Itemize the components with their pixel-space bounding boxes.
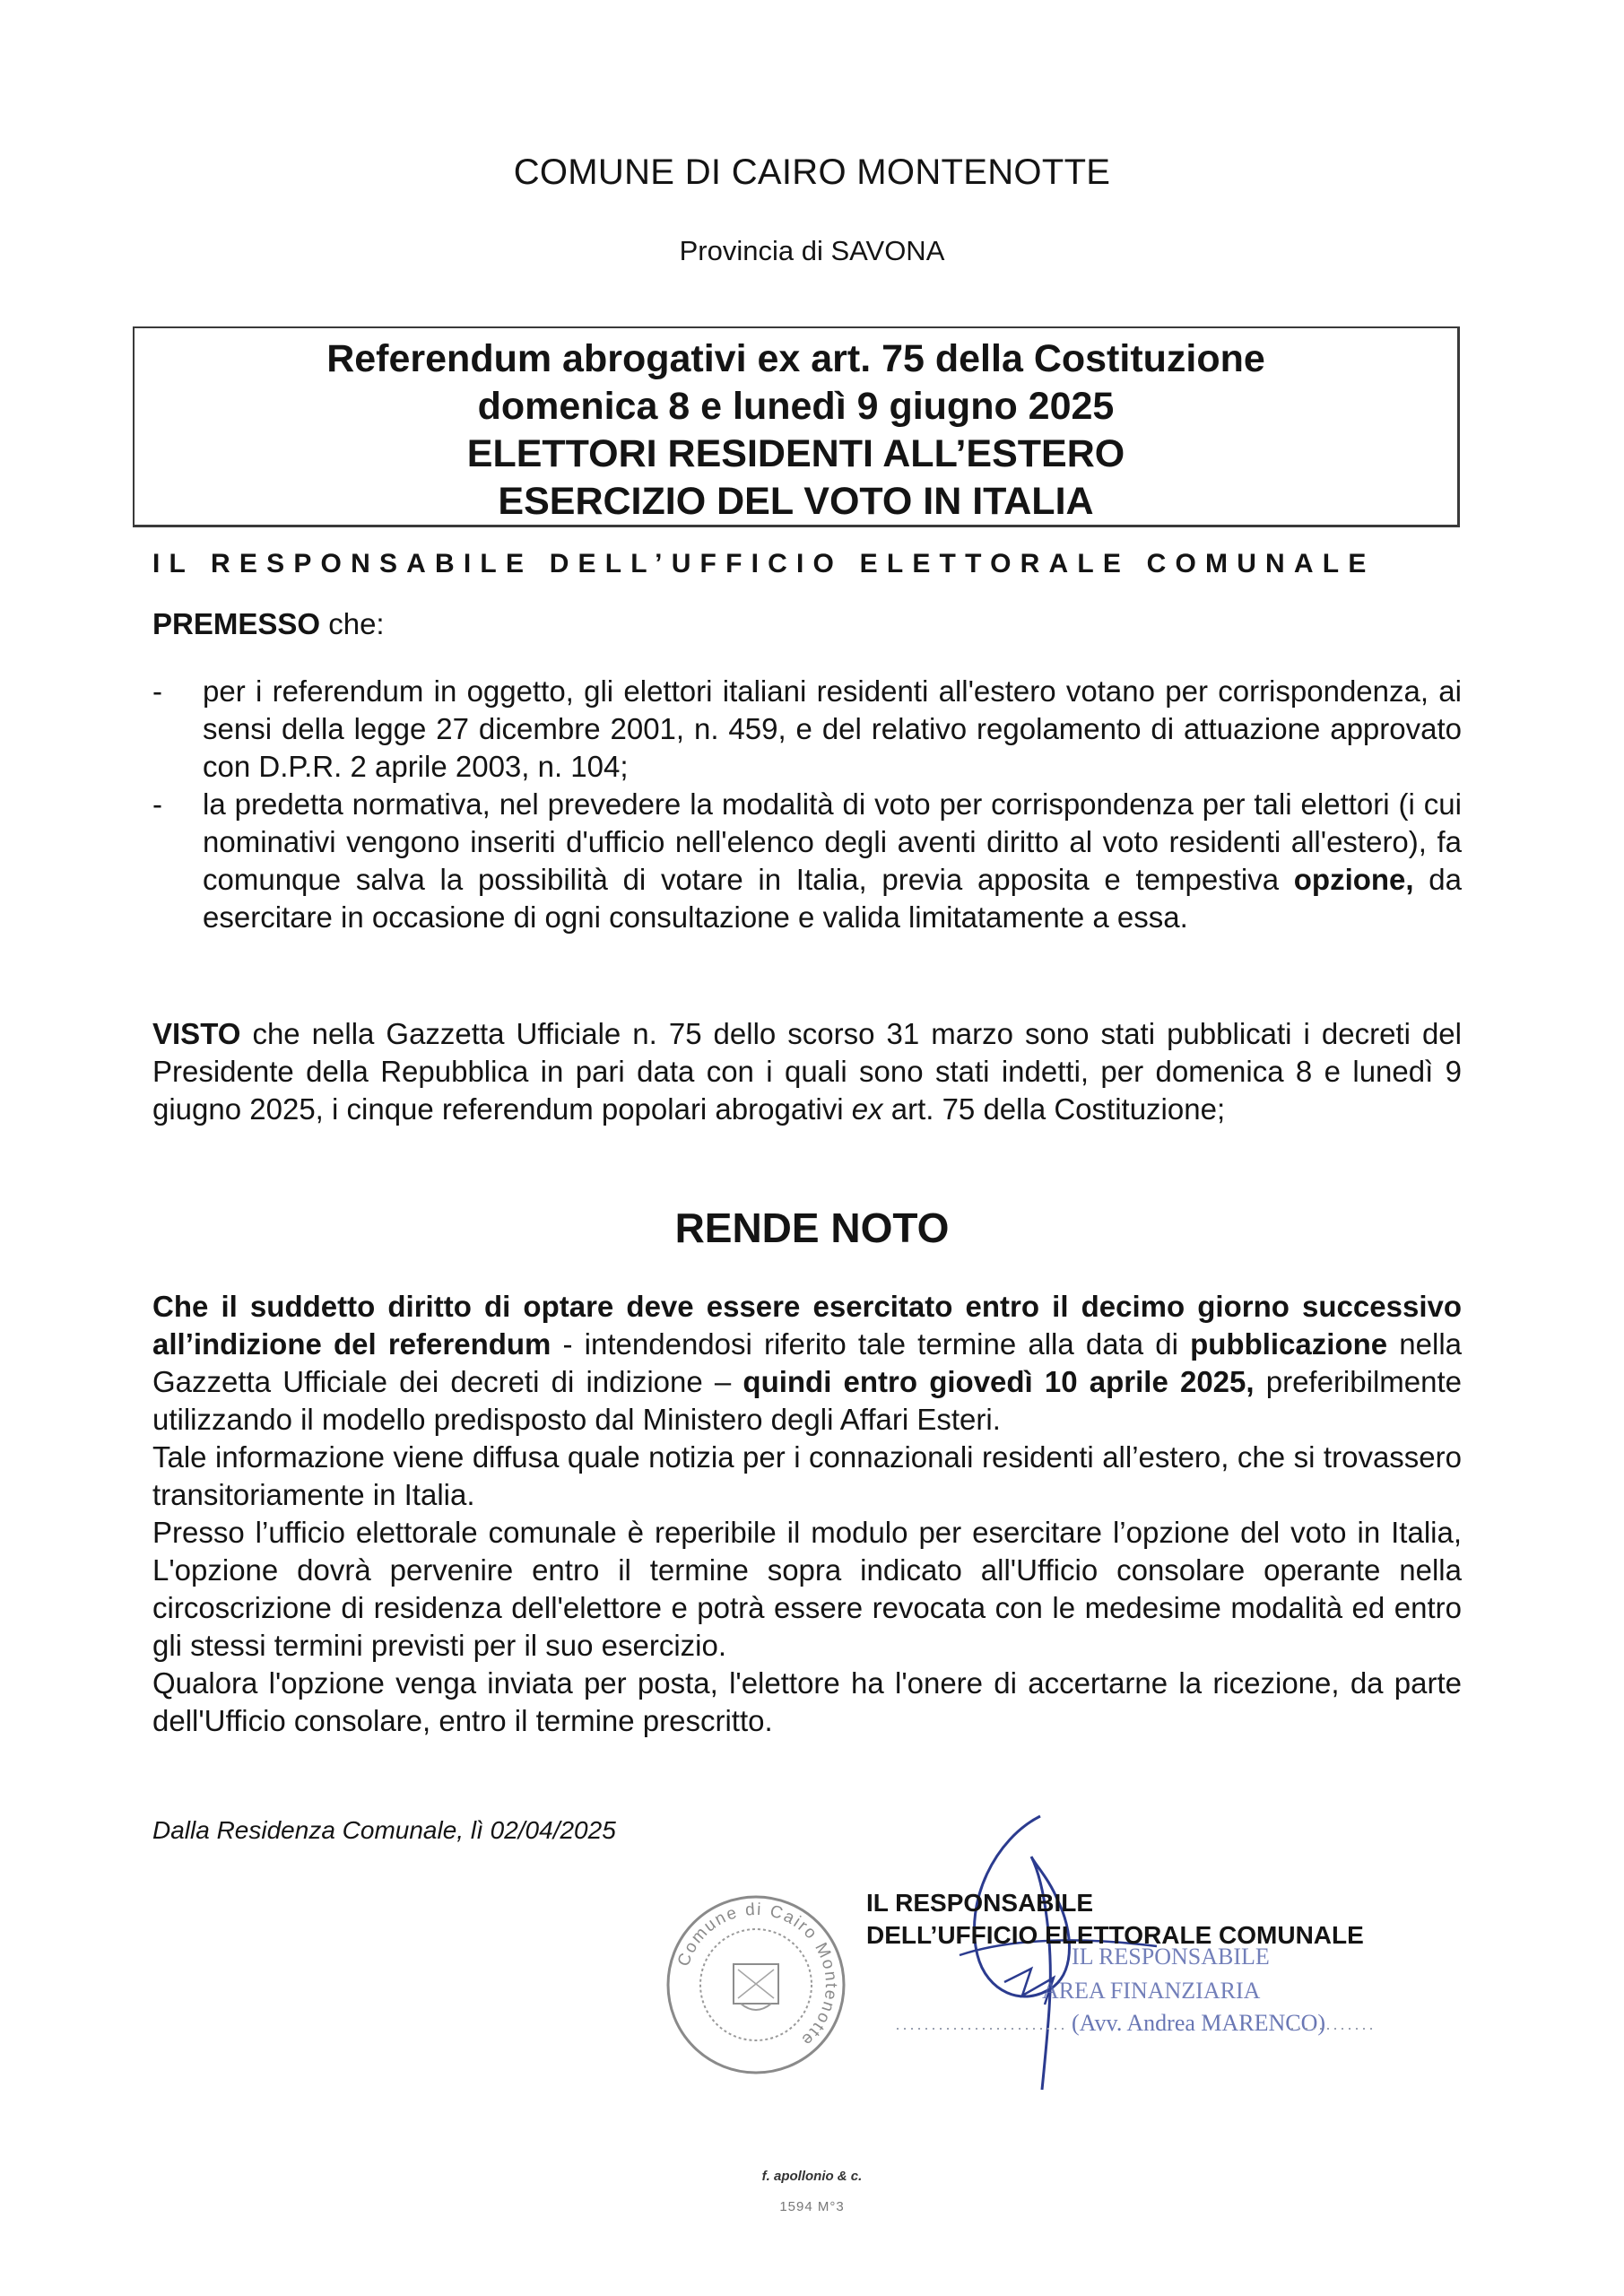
svg-text:Comune di Cairo Montenotte <box>674 1900 840 2050</box>
bullet-text: per i referendum in oggetto, gli elettori italiani residenti all'estero votano per corrispondenza, ai sensi della legge 27 dicembre 2001, n. 459, e del relativo regolamento di attuazione approvato con D.P.R. 2 aprile 2003, n. 104; <box>203 674 1462 783</box>
municipal-stamp <box>662 1891 850 2079</box>
paragraph-deadline <box>152 1288 1462 1439</box>
list-item <box>152 786 1462 936</box>
deadline-text-2: nella Gazzetta Ufficiale dei decreti di indizione – <box>152 1327 1462 1398</box>
signature-stamp-line-3: (Avv. Andrea MARENCO) <box>1072 2010 1326 2036</box>
premesso-intro <box>152 605 385 643</box>
title-line-1: Referendum abrogativi ex art. 75 della Costituzione <box>326 337 1265 380</box>
signatory-office: DELL’UFFICIO ELETTORALE COMUNALE <box>866 1921 1364 1949</box>
dash-bullet: - <box>152 674 162 708</box>
premesso-label: PREMESSO <box>152 607 321 640</box>
bullet-text-after: da esercitare in occasione di ogni consultazione e valida limitatamente a essa. <box>203 863 1462 934</box>
province-name: Provincia di SAVONA <box>679 235 945 266</box>
deadline-bold-2: pubblicazione <box>1190 1327 1388 1361</box>
visto-text-1: che nella Gazzetta Ufficiale n. 75 dello scorso 31 marzo sono stati pubblicati i decreti del Presidente della Repubblica in pari data con i quali sono stati indetti, per domenica 8 e lunedì 9 giugno 2025, i cinque referendum popolari abrogativi <box>152 1017 1462 1126</box>
signature-block <box>866 1887 1364 1952</box>
rende-noto-heading: RENDE NOTO <box>674 1205 950 1251</box>
visto-text-2: art. 75 della Costituzione; <box>882 1092 1226 1126</box>
signatory-title: IL RESPONSABILE <box>866 1889 1094 1917</box>
signature-stamp-line-2: AREA FINANZIARIA <box>1042 1978 1261 2004</box>
deadline-text-1: - intendendosi riferito tale termine alla data di <box>551 1327 1191 1361</box>
paragraph-post: Qualora l'opzione venga inviata per posta, l'elettore ha l'onere di accertarne la ricezione, da parte dell'Ufficio consolare, entro il termine prescritto. <box>152 1666 1462 1737</box>
paragraph-info: Tale informazione viene diffusa quale notizia per i connazionali residenti all’estero, che si trovassero transitoriamente in Italia. <box>152 1440 1462 1511</box>
form-code: 1594 M°3 <box>779 2199 845 2214</box>
printer-credit: f. apollonio & c. <box>761 2169 863 2184</box>
title-box <box>133 326 1460 527</box>
visto-italic-ex: ex <box>851 1092 883 1126</box>
stamp-text: Comune di Cairo Montenotte <box>674 1900 841 2050</box>
visto-paragraph <box>152 1015 1462 1128</box>
premesso-rest: che: <box>320 607 385 640</box>
title-line-3: ELETTORI RESIDENTI ALL’ESTERO <box>466 432 1125 475</box>
visto-label: VISTO <box>152 1017 241 1050</box>
deadline-bold-3: quindi entro giovedì 10 aprile 2025, <box>743 1365 1255 1398</box>
municipality-name: COMUNE DI CAIRO MONTENOTTE <box>513 152 1111 192</box>
signature-stamp-line-1: IL RESPONSABILE <box>1072 1944 1270 1970</box>
deadline-text-3: preferibilmente utilizzando il modello predisposto dal Ministero degli Affari Esteri. <box>152 1365 1463 1436</box>
place-date: Dalla Residenza Comunale, lì 02/04/2025 <box>152 1816 616 1844</box>
paragraph-office: Presso l’ufficio elettorale comunale è reperibile il modulo per esercitare l’opzione del voto in Italia, L'opzione dovrà pervenire entro il termine sopra indicato all'Ufficio consolare operante nella circoscrizione di residenza dell'elettore e potrà essere revocata con le medesime modalità ed entro gli stessi termini previsti per il suo esercizio. <box>152 1516 1462 1662</box>
title-line-2: domenica 8 e lunedì 9 giugno 2025 <box>477 385 1115 428</box>
bullet-text-before: la predetta normativa, nel prevedere la modalità di voto per corrispondenza per tali elettori (i cui nominativi vengono inseriti d'ufficio nell'elenco degli aventi diritto al voto residenti all'estero), fa comunque salva la possibilità di votare in Italia, previa apposita e tempestiva <box>203 787 1462 896</box>
deadline-bold-1: Che il suddetto diritto di optare deve essere esercitato entro il decimo giorno successivo all’indizione del referendum <box>152 1290 1462 1361</box>
title-line-4: ESERCIZIO DEL VOTO IN ITALIA <box>498 480 1094 523</box>
responsible-heading: IL RESPONSABILE DELL’UFFICIO ELETTORALE COMUNALE <box>152 549 1376 578</box>
premesso-list <box>152 673 1462 936</box>
dash-bullet: - <box>152 787 162 821</box>
main-body <box>152 1288 1462 1740</box>
list-item <box>152 673 1462 786</box>
bullet-bold-opzione: opzione, <box>1293 863 1414 896</box>
